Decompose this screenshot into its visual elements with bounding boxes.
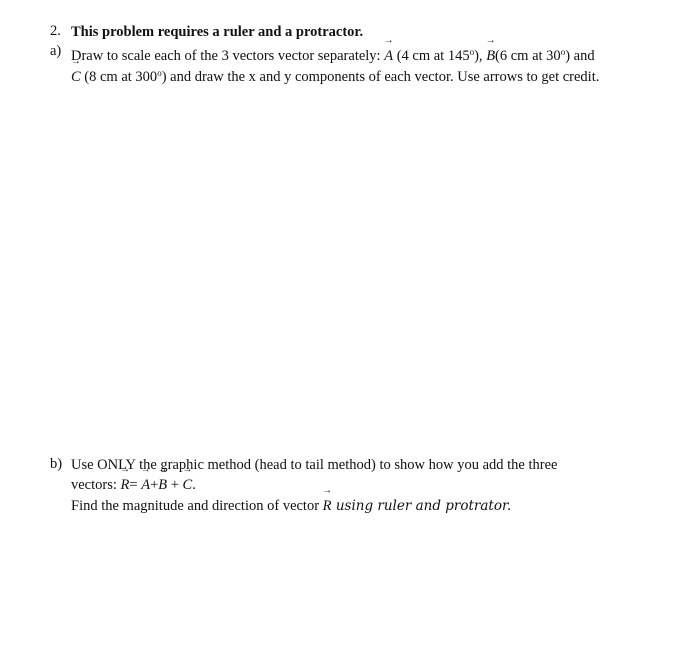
vector-b-symbol: → B [486,47,495,65]
vector-b-symbol: → B [158,476,167,494]
problem-heading: This problem requires a ruler and a protractor. [71,24,364,40]
period: . [192,477,196,493]
problem-number: 2. [50,23,61,39]
vector-r-symbol: → R [121,476,130,494]
degree-mark: o [560,47,566,57]
part-b-line-3 [71,497,511,515]
vector-c-symbol: → C [183,476,193,494]
equals-sign: = [129,477,142,493]
vectors-text: vectors: [71,477,121,493]
part-b-label: b) [50,456,63,472]
part-a-instructions: ) and draw the x and y components of each vector. Use arrows to get credit. [161,69,600,85]
vector-r-symbol: → R [323,497,332,515]
vector-a-symbol: → A [141,476,150,494]
vector-c-spec: (8 cm at 300 [80,69,158,85]
part-b-line-1: Use ONLY the graphic method (head to tail method) to show how you add the three [71,457,558,473]
part-a-line-2 [71,64,599,86]
separator-text: ), [474,48,487,64]
find-text: Find the magnitude and direction of vector [71,498,323,514]
part-b-line-2 [71,476,196,494]
plus-sign: + [150,477,159,493]
using-ruler-text: using ruler and protrator. [331,498,512,514]
vector-c-symbol: → C [71,68,81,86]
plus-sign: + [167,477,183,493]
degree-mark: o [469,47,475,57]
part-a-text: Draw to scale each of the 3 vectors vector separately: [71,48,385,64]
and-text: ) and [565,48,595,64]
vector-a-spec: (4 cm at 145 [393,48,470,64]
degree-mark: o [157,68,162,78]
vector-b-spec: (6 cm at 30 [495,48,561,64]
vector-a-symbol: → A [384,47,393,65]
part-a-line-1 [71,43,595,65]
part-a-label: a) [50,43,62,59]
